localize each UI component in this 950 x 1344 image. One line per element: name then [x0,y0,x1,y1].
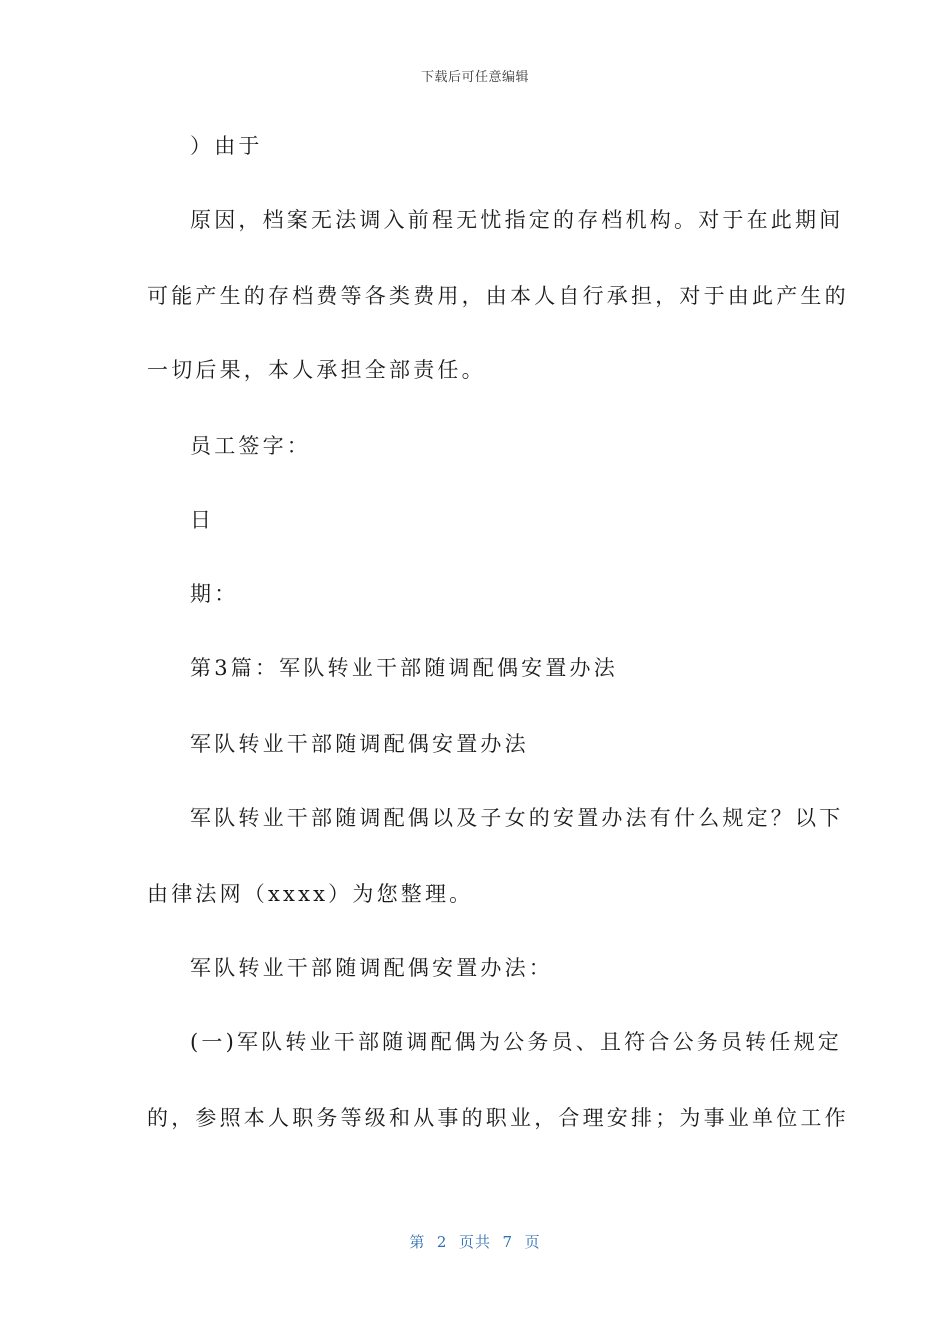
paragraph-line: 的，参照本人职务等级和从事的职业，合理安排；为事业单位工作 [147,1106,849,1130]
signature-label: 员工签字： [190,434,311,458]
date-label-part2: 期： [190,582,239,606]
section-subheading: 军队转业干部随调配偶安置办法 [190,732,529,756]
paragraph-line: 军队转业干部随调配偶安置办法： [190,956,553,980]
paragraph-line: 由律法网（xxxx）为您整理。 [147,882,474,906]
page-footer: 第 2 页共 7 页 [409,1233,541,1251]
paragraph-line: 一切后果，本人承担全部责任。 [147,358,486,382]
paragraph-line: 军队转业干部随调配偶以及子女的安置办法有什么规定？以下 [190,806,844,830]
paragraph-line: 原因，档案无法调入前程无忧指定的存档机构。对于在此期间 [190,208,844,232]
section-heading: 第3篇：军队转业干部随调配偶安置办法 [190,656,618,680]
paragraph-line: ）由于 [190,134,263,158]
paragraph-line: (一)军队转业干部随调配偶为公务员、且符合公务员转任规定 [190,1030,842,1054]
date-label-part1: 日 [190,508,215,532]
paragraph-line: 可能产生的存档费等各类费用，由本人自行承担，对于由此产生的 [147,284,849,308]
page-header: 下载后可任意编辑 [420,70,529,85]
